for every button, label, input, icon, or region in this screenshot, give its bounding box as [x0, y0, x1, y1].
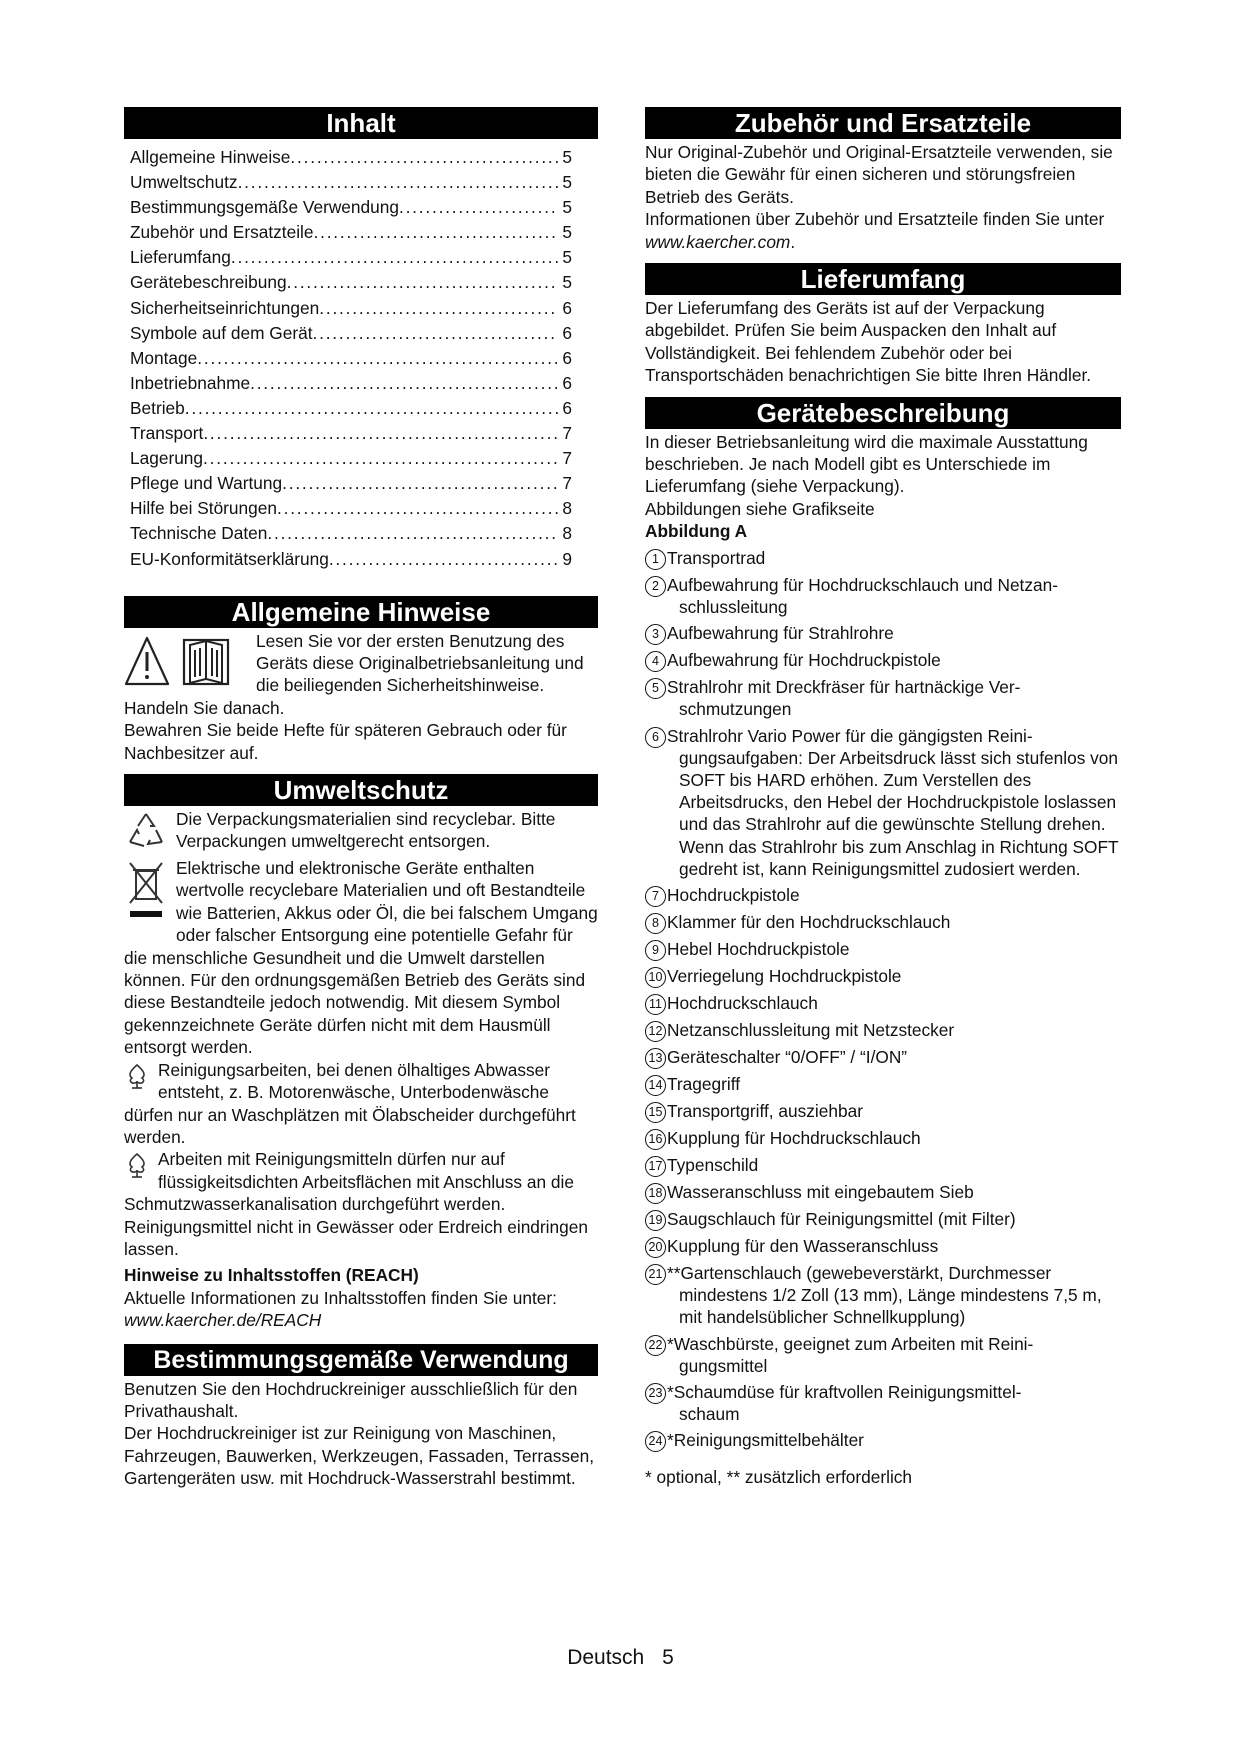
toc-entry[interactable] [130, 471, 572, 496]
item-number-badge: 4 [645, 651, 666, 672]
toc-leader-dots [277, 496, 558, 521]
legend-item-continuation: gungsaufgaben: Der Arbeitsdruck lässt sich stufenlos von SOFT bis HARD erhöhen. Zum Verstellen des Arbeitsdrucks, den Hebel der Hochdruckpistole loslassen und das Strahlrohr auf die gewünschte Stellung drehen. Wenn das Strahlrohr bis zum Anschlag in Richtung SOFT gedreht ist, kann Reinigungsmittel zudosiert werden. [679, 747, 1119, 879]
legend-item [645, 574, 1121, 618]
legend-item-first-line: Geräteschalter “0/OFF” / “I/ON” [667, 1046, 908, 1067]
toc-entry[interactable] [130, 547, 572, 572]
legend-item-text [667, 1262, 1121, 1329]
scope-heading: Lieferumfang [645, 263, 1121, 295]
toc-entry-title: Lagerung [130, 448, 204, 469]
legend-item [645, 938, 1121, 961]
accessories-text-1: Nur Original-Zubehör und Original-Ersatzteile verwenden, sie bieten die Gewähr für einen sicheren und störungsfreien Betrieb des Geräts. [645, 142, 1113, 207]
toc-leader-dots [399, 195, 558, 220]
toc-entry-page: 7 [562, 473, 572, 494]
reach-heading: Hinweise zu Inhaltsstoffen (REACH) [124, 1265, 419, 1286]
legend-item-text [667, 1073, 1121, 1096]
right-column [645, 107, 1121, 1489]
toc-entry[interactable] [130, 521, 572, 546]
toc-entry-title: Technische Daten [130, 523, 268, 544]
legend-item [645, 1073, 1121, 1096]
toc-entry-page: 5 [562, 247, 572, 268]
legend-item-first-line: Hebel Hochdruckpistole [667, 938, 850, 959]
toc-entry[interactable] [130, 145, 572, 170]
item-number-badge: 18 [645, 1183, 666, 1204]
reach-paragraph [124, 1287, 598, 1332]
legend-item [645, 547, 1121, 570]
toc-leader-dots [238, 170, 559, 195]
legend-item-first-line: Klammer für den Hochdruckschlauch [667, 911, 951, 932]
legend-item-first-line: Hochdruckschlauch [667, 992, 818, 1013]
toc-entry-page: 9 [562, 548, 572, 569]
legend-item-text [667, 676, 1121, 720]
legend-item-continuation: gungsmittel [679, 1355, 768, 1376]
item-number-badge: 13 [645, 1048, 666, 1069]
general-text-2: Bewahren Sie beide Hefte für späteren Gebrauch oder für Nachbesitzer auf. [124, 720, 567, 763]
item-number-badge: 15 [645, 1102, 666, 1123]
legend-item-continuation: mindestens 1/2 Zoll (13 mm), Länge mindestens 7,5 m, mit handelsüblicher Schnellkupplung) [679, 1285, 1102, 1328]
legend-item-text [667, 1235, 1121, 1258]
item-number-badge: 19 [645, 1210, 666, 1231]
legend-item-first-line: Aufbewahrung für Hochdruckschlauch und Netzan- [667, 574, 1058, 595]
toc-leader-dots [319, 296, 558, 321]
accessories-link[interactable]: www.kaercher.com [645, 231, 791, 252]
legend-item [645, 649, 1121, 672]
toc-entry-title: Umweltschutz [130, 172, 238, 193]
toc-entry[interactable] [130, 296, 572, 321]
toc-entry-title: Hilfe bei Störungen [130, 498, 277, 519]
legend-item-text [667, 547, 1121, 570]
toc-entry-title: EU-Konformitätserklärung [130, 548, 329, 569]
legend-item-first-line: Aufbewahrung für Strahlrohre [667, 623, 894, 644]
legend-item-text [667, 622, 1121, 645]
item-number-badge: 6 [645, 727, 666, 748]
footer-page-number: 5 [662, 1646, 674, 1669]
legend-item-first-line: Kupplung für Hochdruckschlauch [667, 1127, 921, 1148]
toc-entry-title: Transport [130, 423, 204, 444]
description-text-1: In dieser Betriebsanleitung wird die maximale Ausstattung beschrieben. Je nach Modell gibt es Unterschiede im Lieferumfang (siehe Verpackung). [645, 431, 1088, 497]
legend-item [645, 1381, 1121, 1425]
toc-leader-dots [231, 245, 559, 270]
general-heading: Allgemeine Hinweise [124, 596, 598, 628]
item-number-badge: 5 [645, 678, 666, 699]
legend-item-text [667, 1127, 1121, 1150]
legend-item [645, 1127, 1121, 1150]
legend-item [645, 1429, 1121, 1452]
legend-item-first-line: Transportrad [667, 547, 766, 568]
legend-item [645, 725, 1121, 880]
legend-item [645, 965, 1121, 988]
legend-item-continuation: schmutzungen [679, 699, 792, 720]
legend-item [645, 1154, 1121, 1177]
scope-text: Der Lieferumfang des Geräts ist auf der Verpackung abgebildet. Prüfen Sie beim Auspacken den Inhalt auf Vollständigkeit. Bei fehlendem Zubehör oder bei Transportschäden benachrichtigen Sie bitte Ihren Händler. [645, 298, 1092, 386]
legend-item-first-line: *Waschbürste, geeignet zum Arbeiten mit Reini- [667, 1333, 1034, 1354]
item-number-badge: 23 [645, 1383, 666, 1404]
legend-item [645, 676, 1121, 720]
general-section [124, 630, 598, 764]
item-number-badge: 12 [645, 1021, 666, 1042]
toc-entry-title: Zubehör und Ersatzteile [130, 222, 314, 243]
environment-heading: Umweltschutz [124, 774, 598, 806]
toc-entry-title: Symbole auf dem Gerät [130, 322, 313, 343]
item-number-badge: 22 [645, 1335, 666, 1356]
toc-entry-page: 8 [562, 523, 572, 544]
legend-item-first-line: Transportgriff, ausziehbar [667, 1100, 863, 1121]
legend-item-text [667, 649, 1121, 672]
toc-entry-page: 6 [562, 397, 572, 418]
legend-item-text [667, 1046, 1121, 1069]
description-text-2: Abbildungen siehe Grafikseite [645, 498, 875, 519]
legend-item [645, 1333, 1121, 1377]
toc-entry-page: 6 [562, 372, 572, 393]
toc-entry-title: Bestimmungsgemäße Verwendung [130, 197, 399, 218]
toc-leader-dots [267, 521, 558, 546]
toc-leader-dots [203, 446, 558, 471]
toc-entry-title: Allgemeine Hinweise [130, 147, 291, 167]
legend-item-first-line: Strahlrohr mit Dreckfräser für hartnäckige Ver- [667, 677, 1021, 698]
toc-entry-page: 5 [562, 172, 572, 193]
legend-item-text [667, 1429, 1121, 1452]
recycle-text: Die Verpackungsmaterialien sind recyclebar. Bitte Verpackungen umweltgerecht entsorgen. [176, 809, 556, 852]
left-column [124, 107, 598, 1490]
reach-link[interactable]: www.kaercher.de/REACH [124, 1310, 322, 1331]
warning-manual-icons [124, 632, 248, 697]
warning-icon [124, 632, 248, 692]
figure-label: Abbildung A [645, 521, 748, 542]
toc-entry-title: Pflege und Wartung [130, 473, 283, 494]
toc-entry[interactable] [130, 270, 572, 295]
oil-text: Reinigungsarbeiten, bei denen ölhaltiges Abwasser entsteht, z. B. Motorenwäsche, Unterbodenwäsche dürfen nur an Waschplätzen mit Ölabscheider durchgeführt werden. [124, 1059, 576, 1147]
item-number-badge: 24 [645, 1431, 666, 1452]
general-text: Lesen Sie vor der ersten Benutzung des Geräts diese Originalbetriebsanleitung und die beiliegenden Sicherheitshinweise. Handeln Sie danach. [124, 630, 584, 718]
accessories-url-suffix: . [790, 231, 796, 252]
toc-entry-title: Sicherheitseinrichtungen [130, 297, 320, 318]
legend-item-text [667, 1208, 1121, 1231]
item-number-badge: 20 [645, 1237, 666, 1258]
toc-leader-dots [290, 145, 558, 170]
legend-item-text [667, 884, 1121, 907]
item-number-badge: 21 [645, 1264, 666, 1285]
toc-leader-dots [287, 270, 559, 295]
reach-text: Aktuelle Informationen zu Inhaltsstoffen finden Sie unter: [124, 1287, 557, 1308]
legend-item-first-line: **Gartenschlauch (gewebeverstärkt, Durchmesser [667, 1262, 1052, 1283]
toc-entry-page: 5 [562, 272, 572, 293]
toc-entry[interactable] [130, 195, 572, 220]
toc-entry[interactable] [130, 371, 572, 396]
toc-entry[interactable] [130, 396, 572, 421]
toc-entry-page: 5 [562, 147, 572, 167]
toc-entry-page: 8 [562, 498, 572, 519]
legend-item-text [667, 1381, 1121, 1425]
legend-item-text [667, 992, 1121, 1015]
legend-item-text [667, 965, 1121, 988]
item-number-badge: 11 [645, 994, 666, 1015]
toc-entry[interactable] [130, 421, 572, 446]
toc-leader-dots [250, 371, 558, 396]
toc-entry[interactable] [130, 346, 572, 371]
legend-item [645, 1100, 1121, 1123]
accessories-text-2: Informationen über Zubehör und Ersatzteile finden Sie unter [645, 209, 1105, 230]
item-number-badge: 9 [645, 940, 666, 961]
weee-text: Elektrische und elektronische Geräte enthalten wertvolle recyclebare Materialien und oft Bestandteile wie Batterien, Akkus oder Öl, die bei falschem Umgang oder falscher Entsorgung eine potentielle Gefahr für die menschliche Gesundheit und die Umwelt darstellen können. Für den ordnungsgemäßen Betrieb des Geräts sind diese Bestandteile jedoch notwendig. Mit diesem Symbol gekennzeichnete Geräte dürfen nicht mit dem Hausmüll entsorgt werden. [124, 858, 598, 1058]
legend-item [645, 622, 1121, 645]
legend-item-first-line: Aufbewahrung für Hochdruckpistole [667, 650, 941, 671]
legend-item [645, 1181, 1121, 1204]
toc-entry-page: 6 [562, 297, 572, 318]
legend-item-first-line: *Schaumdüse für kraftvollen Reinigungsmittel- [667, 1381, 1022, 1402]
item-number-badge: 1 [645, 549, 666, 570]
toc-leader-dots [329, 547, 559, 572]
legend-item-text [667, 725, 1121, 880]
footnote: * optional, ** zusätzlich erforderlich [645, 1467, 913, 1488]
legend-item-text [667, 1100, 1121, 1123]
toc-leader-dots [313, 220, 558, 245]
toc-entry[interactable] [130, 446, 572, 471]
item-number-badge: 8 [645, 913, 666, 934]
toc-entry-page: 7 [562, 448, 572, 469]
item-number-badge: 7 [645, 886, 666, 907]
legend-item-first-line: Netzanschlussleitung mit Netzstecker [667, 1019, 955, 1040]
toc-entry[interactable] [130, 245, 572, 270]
toc-entry-page: 6 [562, 347, 572, 368]
legend-item [645, 1019, 1121, 1042]
toc-entry-title: Lieferumfang [130, 247, 231, 268]
intended-use-text-2: Der Hochdruckreiniger ist zur Reinigung von Maschinen, Fahrzeugen, Bauwerken, Werkzeugen, Fassaden, Terrassen, Gartengeräten usw. mit Hochdruck-Wasserstrahl bestimmt. [124, 1423, 595, 1489]
weee-bin-icon [124, 859, 168, 928]
description-heading: Gerätebeschreibung [645, 397, 1121, 429]
toc-leader-dots [282, 471, 558, 496]
toc-entry-page: 5 [562, 222, 572, 243]
legend-item-first-line: *Reinigungsmittelbehälter [667, 1430, 864, 1451]
water-protection-icon-2 [124, 1152, 150, 1183]
legend-item-first-line: Saugschlauch für Reinigungsmittel (mit Filter) [667, 1208, 1016, 1229]
toc-entry-page: 7 [562, 423, 572, 444]
environment-section [124, 808, 598, 1332]
legend-item-first-line: Kupplung für den Wasseranschluss [667, 1235, 939, 1256]
legend-item-text [667, 938, 1121, 961]
legend-item [645, 1208, 1121, 1231]
legend-item-first-line: Hochdruckpistole [667, 884, 800, 905]
intended-use-heading: Bestimmungsgemäße Verwendung [124, 1344, 598, 1376]
footer-language: Deutsch [567, 1646, 645, 1669]
recycle-icon [124, 810, 168, 857]
component-legend [645, 547, 1121, 1453]
toc-leader-dots [197, 346, 558, 371]
item-number-badge: 3 [645, 624, 666, 645]
toc-entry-title: Inbetriebnahme [130, 372, 251, 393]
toc-entry[interactable] [130, 496, 572, 521]
legend-item-first-line: Typenschild [667, 1154, 759, 1175]
legend-item [645, 911, 1121, 934]
legend-item-first-line: Tragegriff [667, 1073, 740, 1094]
legend-item-text [667, 574, 1121, 618]
item-number-badge: 10 [645, 967, 666, 988]
toc-entry-page: 6 [562, 322, 572, 343]
item-number-badge: 14 [645, 1075, 666, 1096]
toc-leader-dots [185, 396, 559, 421]
accessories-paragraph [645, 208, 1121, 253]
toc-entry-title: Gerätebeschreibung [130, 272, 287, 293]
detergent-text: Arbeiten mit Reinigungsmitteln dürfen nur auf flüssigkeitsdichten Arbeitsflächen mit Anschluss an die Schmutzwasserkanalisation durchgeführt werden. Reinigungsmittel nicht in Gewässer oder Erdreich eindringen lassen. [124, 1149, 588, 1259]
legend-item-text [667, 1333, 1121, 1377]
legend-item [645, 884, 1121, 907]
item-number-badge: 2 [645, 576, 666, 597]
water-protection-icon [124, 1063, 150, 1094]
toc-entry-title: Montage [130, 347, 198, 368]
toc-heading: Inhalt [124, 107, 598, 139]
legend-item-first-line: Verriegelung Hochdruckpistole [667, 965, 902, 986]
page-footer [0, 1646, 1241, 1670]
legend-item-continuation: schlussleitung [679, 596, 788, 617]
legend-item-continuation: schaum [679, 1404, 740, 1425]
legend-item [645, 1046, 1121, 1069]
toc-entry-page: 5 [562, 197, 572, 218]
item-number-badge: 17 [645, 1156, 666, 1177]
legend-item-first-line: Wasseranschluss mit eingebautem Sieb [667, 1181, 974, 1202]
toc-leader-dots [313, 321, 559, 346]
legend-item-text [667, 1181, 1121, 1204]
toc-entry[interactable] [130, 220, 572, 245]
intended-use-text-1: Benutzen Sie den Hochdruckreiniger ausschließlich für den Privathaushalt. [124, 1378, 578, 1421]
item-number-badge: 16 [645, 1129, 666, 1150]
accessories-heading: Zubehör und Ersatzteile [645, 107, 1121, 139]
legend-item-text [667, 1019, 1121, 1042]
table-of-contents [130, 145, 572, 572]
legend-item-text [667, 911, 1121, 934]
legend-item [645, 1235, 1121, 1258]
toc-entry-title: Betrieb [130, 397, 185, 418]
legend-item-first-line: Strahlrohr Vario Power für die gängigsten Reini- [667, 725, 1033, 746]
toc-entry[interactable] [130, 321, 572, 346]
toc-entry[interactable] [130, 170, 572, 195]
legend-item [645, 992, 1121, 1015]
toc-leader-dots [203, 421, 558, 446]
legend-item-text [667, 1154, 1121, 1177]
legend-item [645, 1262, 1121, 1329]
